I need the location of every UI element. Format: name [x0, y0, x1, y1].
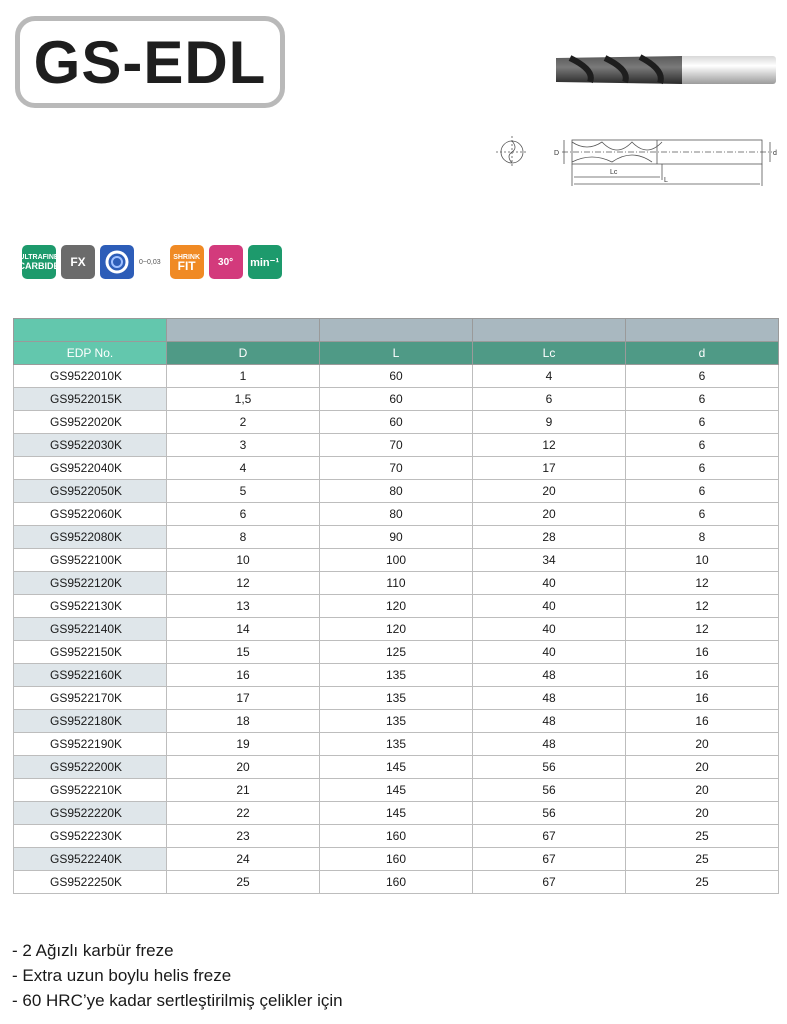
- value-cell: 145: [320, 802, 473, 825]
- dimension-d-label: d: [773, 150, 777, 157]
- value-cell: 4: [167, 457, 320, 480]
- value-cell: 125: [320, 641, 473, 664]
- edp-cell: GS9522040K: [14, 457, 167, 480]
- column-header-L: L: [320, 342, 473, 365]
- value-cell: 90: [320, 526, 473, 549]
- product-notes: [12, 938, 343, 1013]
- edp-cell: GS9522130K: [14, 595, 167, 618]
- edp-cell: GS9522080K: [14, 526, 167, 549]
- value-cell: 16: [626, 641, 779, 664]
- value-cell: 160: [320, 848, 473, 871]
- value-cell: 19: [167, 733, 320, 756]
- table-row: [14, 802, 779, 825]
- table-row: [14, 618, 779, 641]
- value-cell: 40: [473, 595, 626, 618]
- value-cell: 16: [626, 710, 779, 733]
- edp-cell: GS9522230K: [14, 825, 167, 848]
- edp-cell: GS9522170K: [14, 687, 167, 710]
- value-cell: 40: [473, 641, 626, 664]
- value-cell: 60: [320, 365, 473, 388]
- table-row: [14, 710, 779, 733]
- value-cell: 20: [167, 756, 320, 779]
- value-cell: 17: [167, 687, 320, 710]
- value-cell: 16: [167, 664, 320, 687]
- value-cell: 6: [167, 503, 320, 526]
- value-cell: 8: [626, 526, 779, 549]
- header-band-cell: [14, 319, 167, 342]
- table-row: [14, 848, 779, 871]
- value-cell: 67: [473, 825, 626, 848]
- ultrafine-carbide-icon: [18, 245, 60, 279]
- table-row: [14, 480, 779, 503]
- edp-cell: GS9522010K: [14, 365, 167, 388]
- value-cell: 145: [320, 779, 473, 802]
- fx-icon: [61, 245, 95, 279]
- edp-cell: GS9522120K: [14, 572, 167, 595]
- value-cell: 14: [167, 618, 320, 641]
- header-band-cell: [320, 319, 473, 342]
- shrink-label: SHRINK: [173, 254, 201, 261]
- value-cell: 12: [473, 434, 626, 457]
- value-cell: 1: [167, 365, 320, 388]
- header-band-cell: [626, 319, 779, 342]
- value-cell: 6: [473, 388, 626, 411]
- value-cell: 17: [473, 457, 626, 480]
- value-cell: 1,5: [167, 388, 320, 411]
- edp-cell: GS9522060K: [14, 503, 167, 526]
- value-cell: 160: [320, 825, 473, 848]
- table-row: [14, 641, 779, 664]
- value-cell: 60: [320, 411, 473, 434]
- end-mill-photo: [550, 50, 780, 90]
- table-row: [14, 365, 779, 388]
- value-cell: 25: [626, 871, 779, 894]
- value-cell: 6: [626, 503, 779, 526]
- table-row: [14, 503, 779, 526]
- note-line: - 60 HRC’ye kadar sertleştirilmiş çelikler için: [12, 991, 343, 1010]
- edp-cell: GS9522140K: [14, 618, 167, 641]
- fit-label: FIT: [177, 259, 196, 273]
- value-cell: 21: [167, 779, 320, 802]
- value-cell: 18: [167, 710, 320, 733]
- edp-cell: GS9522160K: [14, 664, 167, 687]
- table-row: [14, 457, 779, 480]
- table-body: [14, 365, 779, 894]
- value-cell: 10: [167, 549, 320, 572]
- value-cell: 16: [626, 664, 779, 687]
- value-cell: 120: [320, 618, 473, 641]
- value-cell: 120: [320, 595, 473, 618]
- table-row: [14, 687, 779, 710]
- value-cell: 2: [167, 411, 320, 434]
- edp-cell: GS9522015K: [14, 388, 167, 411]
- value-cell: 56: [473, 802, 626, 825]
- value-cell: 6: [626, 457, 779, 480]
- table-row: [14, 733, 779, 756]
- edp-cell: GS9522190K: [14, 733, 167, 756]
- value-cell: 135: [320, 664, 473, 687]
- edp-cell: GS9522100K: [14, 549, 167, 572]
- table-header-band: [14, 319, 779, 342]
- value-cell: 12: [626, 572, 779, 595]
- edp-cell: GS9522050K: [14, 480, 167, 503]
- value-cell: 135: [320, 733, 473, 756]
- value-cell: 70: [320, 434, 473, 457]
- runout-icon: [100, 245, 134, 279]
- helix-angle-icon: [209, 245, 243, 279]
- product-title-badge: [15, 16, 285, 108]
- edp-cell: GS9522220K: [14, 802, 167, 825]
- carbide-label: CARBIDE: [18, 261, 60, 271]
- value-cell: 48: [473, 733, 626, 756]
- value-cell: 12: [167, 572, 320, 595]
- value-cell: 6: [626, 365, 779, 388]
- feature-icons: [18, 244, 282, 280]
- fx-label: FX: [70, 255, 86, 269]
- edp-cell: GS9522250K: [14, 871, 167, 894]
- edp-cell: GS9522180K: [14, 710, 167, 733]
- value-cell: 25: [167, 871, 320, 894]
- value-cell: 20: [473, 503, 626, 526]
- value-cell: 80: [320, 480, 473, 503]
- dimension-Lc-label: Lc: [610, 169, 618, 176]
- table-row: [14, 434, 779, 457]
- value-cell: 40: [473, 572, 626, 595]
- value-cell: 28: [473, 526, 626, 549]
- value-cell: 20: [626, 779, 779, 802]
- specification-table: [13, 318, 779, 894]
- value-cell: 100: [320, 549, 473, 572]
- value-cell: 6: [626, 411, 779, 434]
- value-cell: 145: [320, 756, 473, 779]
- dimension-D-label: D: [554, 150, 560, 157]
- table-row: [14, 572, 779, 595]
- value-cell: 20: [473, 480, 626, 503]
- table-row: [14, 779, 779, 802]
- column-header-Lc: Lc: [473, 342, 626, 365]
- value-cell: 23: [167, 825, 320, 848]
- value-cell: 20: [626, 733, 779, 756]
- value-cell: 3: [167, 434, 320, 457]
- edp-cell: GS9522210K: [14, 779, 167, 802]
- value-cell: 25: [626, 848, 779, 871]
- ultrafine-label: ULTRAFINE: [19, 254, 59, 261]
- edp-cell: GS9522150K: [14, 641, 167, 664]
- value-cell: 25: [626, 825, 779, 848]
- edp-cell: GS9522020K: [14, 411, 167, 434]
- value-cell: 4: [473, 365, 626, 388]
- value-cell: 60: [320, 388, 473, 411]
- table-row: [14, 825, 779, 848]
- value-cell: 12: [626, 618, 779, 641]
- value-cell: 48: [473, 710, 626, 733]
- value-cell: 56: [473, 756, 626, 779]
- edp-cell: GS9522240K: [14, 848, 167, 871]
- value-cell: 6: [626, 434, 779, 457]
- header-band-cell: [473, 319, 626, 342]
- value-cell: 48: [473, 664, 626, 687]
- value-cell: 34: [473, 549, 626, 572]
- value-cell: 67: [473, 871, 626, 894]
- value-cell: 24: [167, 848, 320, 871]
- value-cell: 20: [626, 756, 779, 779]
- table-row: [14, 388, 779, 411]
- shrink-fit-icon: [170, 245, 204, 279]
- value-cell: 135: [320, 687, 473, 710]
- value-cell: 5: [167, 480, 320, 503]
- header-band-cell: [167, 319, 320, 342]
- table-row: [14, 549, 779, 572]
- value-cell: 48: [473, 687, 626, 710]
- end-mill-drawing: [492, 128, 782, 190]
- table-row: [14, 664, 779, 687]
- helix-angle-label: 30°: [218, 256, 234, 268]
- edp-cell: GS9522030K: [14, 434, 167, 457]
- rpm-icon: [248, 245, 282, 279]
- value-cell: 10: [626, 549, 779, 572]
- value-cell: 13: [167, 595, 320, 618]
- runout-tolerance-note: 0~0,03: [139, 258, 161, 266]
- note-line: - 2 Ağızlı karbür freze: [12, 941, 174, 960]
- table-row: [14, 756, 779, 779]
- value-cell: 12: [626, 595, 779, 618]
- column-header-d: d: [626, 342, 779, 365]
- rpm-label: min⁻¹: [250, 256, 280, 269]
- value-cell: 56: [473, 779, 626, 802]
- value-cell: 15: [167, 641, 320, 664]
- value-cell: 80: [320, 503, 473, 526]
- table-row: [14, 411, 779, 434]
- table-row: [14, 595, 779, 618]
- value-cell: 110: [320, 572, 473, 595]
- value-cell: 9: [473, 411, 626, 434]
- column-header-D: D: [167, 342, 320, 365]
- value-cell: 8: [167, 526, 320, 549]
- value-cell: 20: [626, 802, 779, 825]
- edp-cell: GS9522200K: [14, 756, 167, 779]
- value-cell: 6: [626, 480, 779, 503]
- value-cell: 16: [626, 687, 779, 710]
- table-header-row: [14, 342, 779, 365]
- column-header-edp: EDP No.: [14, 342, 167, 365]
- table-row: [14, 526, 779, 549]
- value-cell: 40: [473, 618, 626, 641]
- value-cell: 67: [473, 848, 626, 871]
- table-row: [14, 871, 779, 894]
- value-cell: 135: [320, 710, 473, 733]
- product-title: GS-EDL: [33, 28, 267, 96]
- value-cell: 160: [320, 871, 473, 894]
- value-cell: 22: [167, 802, 320, 825]
- value-cell: 6: [626, 388, 779, 411]
- note-line: - Extra uzun boylu helis freze: [12, 966, 232, 985]
- value-cell: 70: [320, 457, 473, 480]
- dimension-L-label: L: [664, 177, 668, 184]
